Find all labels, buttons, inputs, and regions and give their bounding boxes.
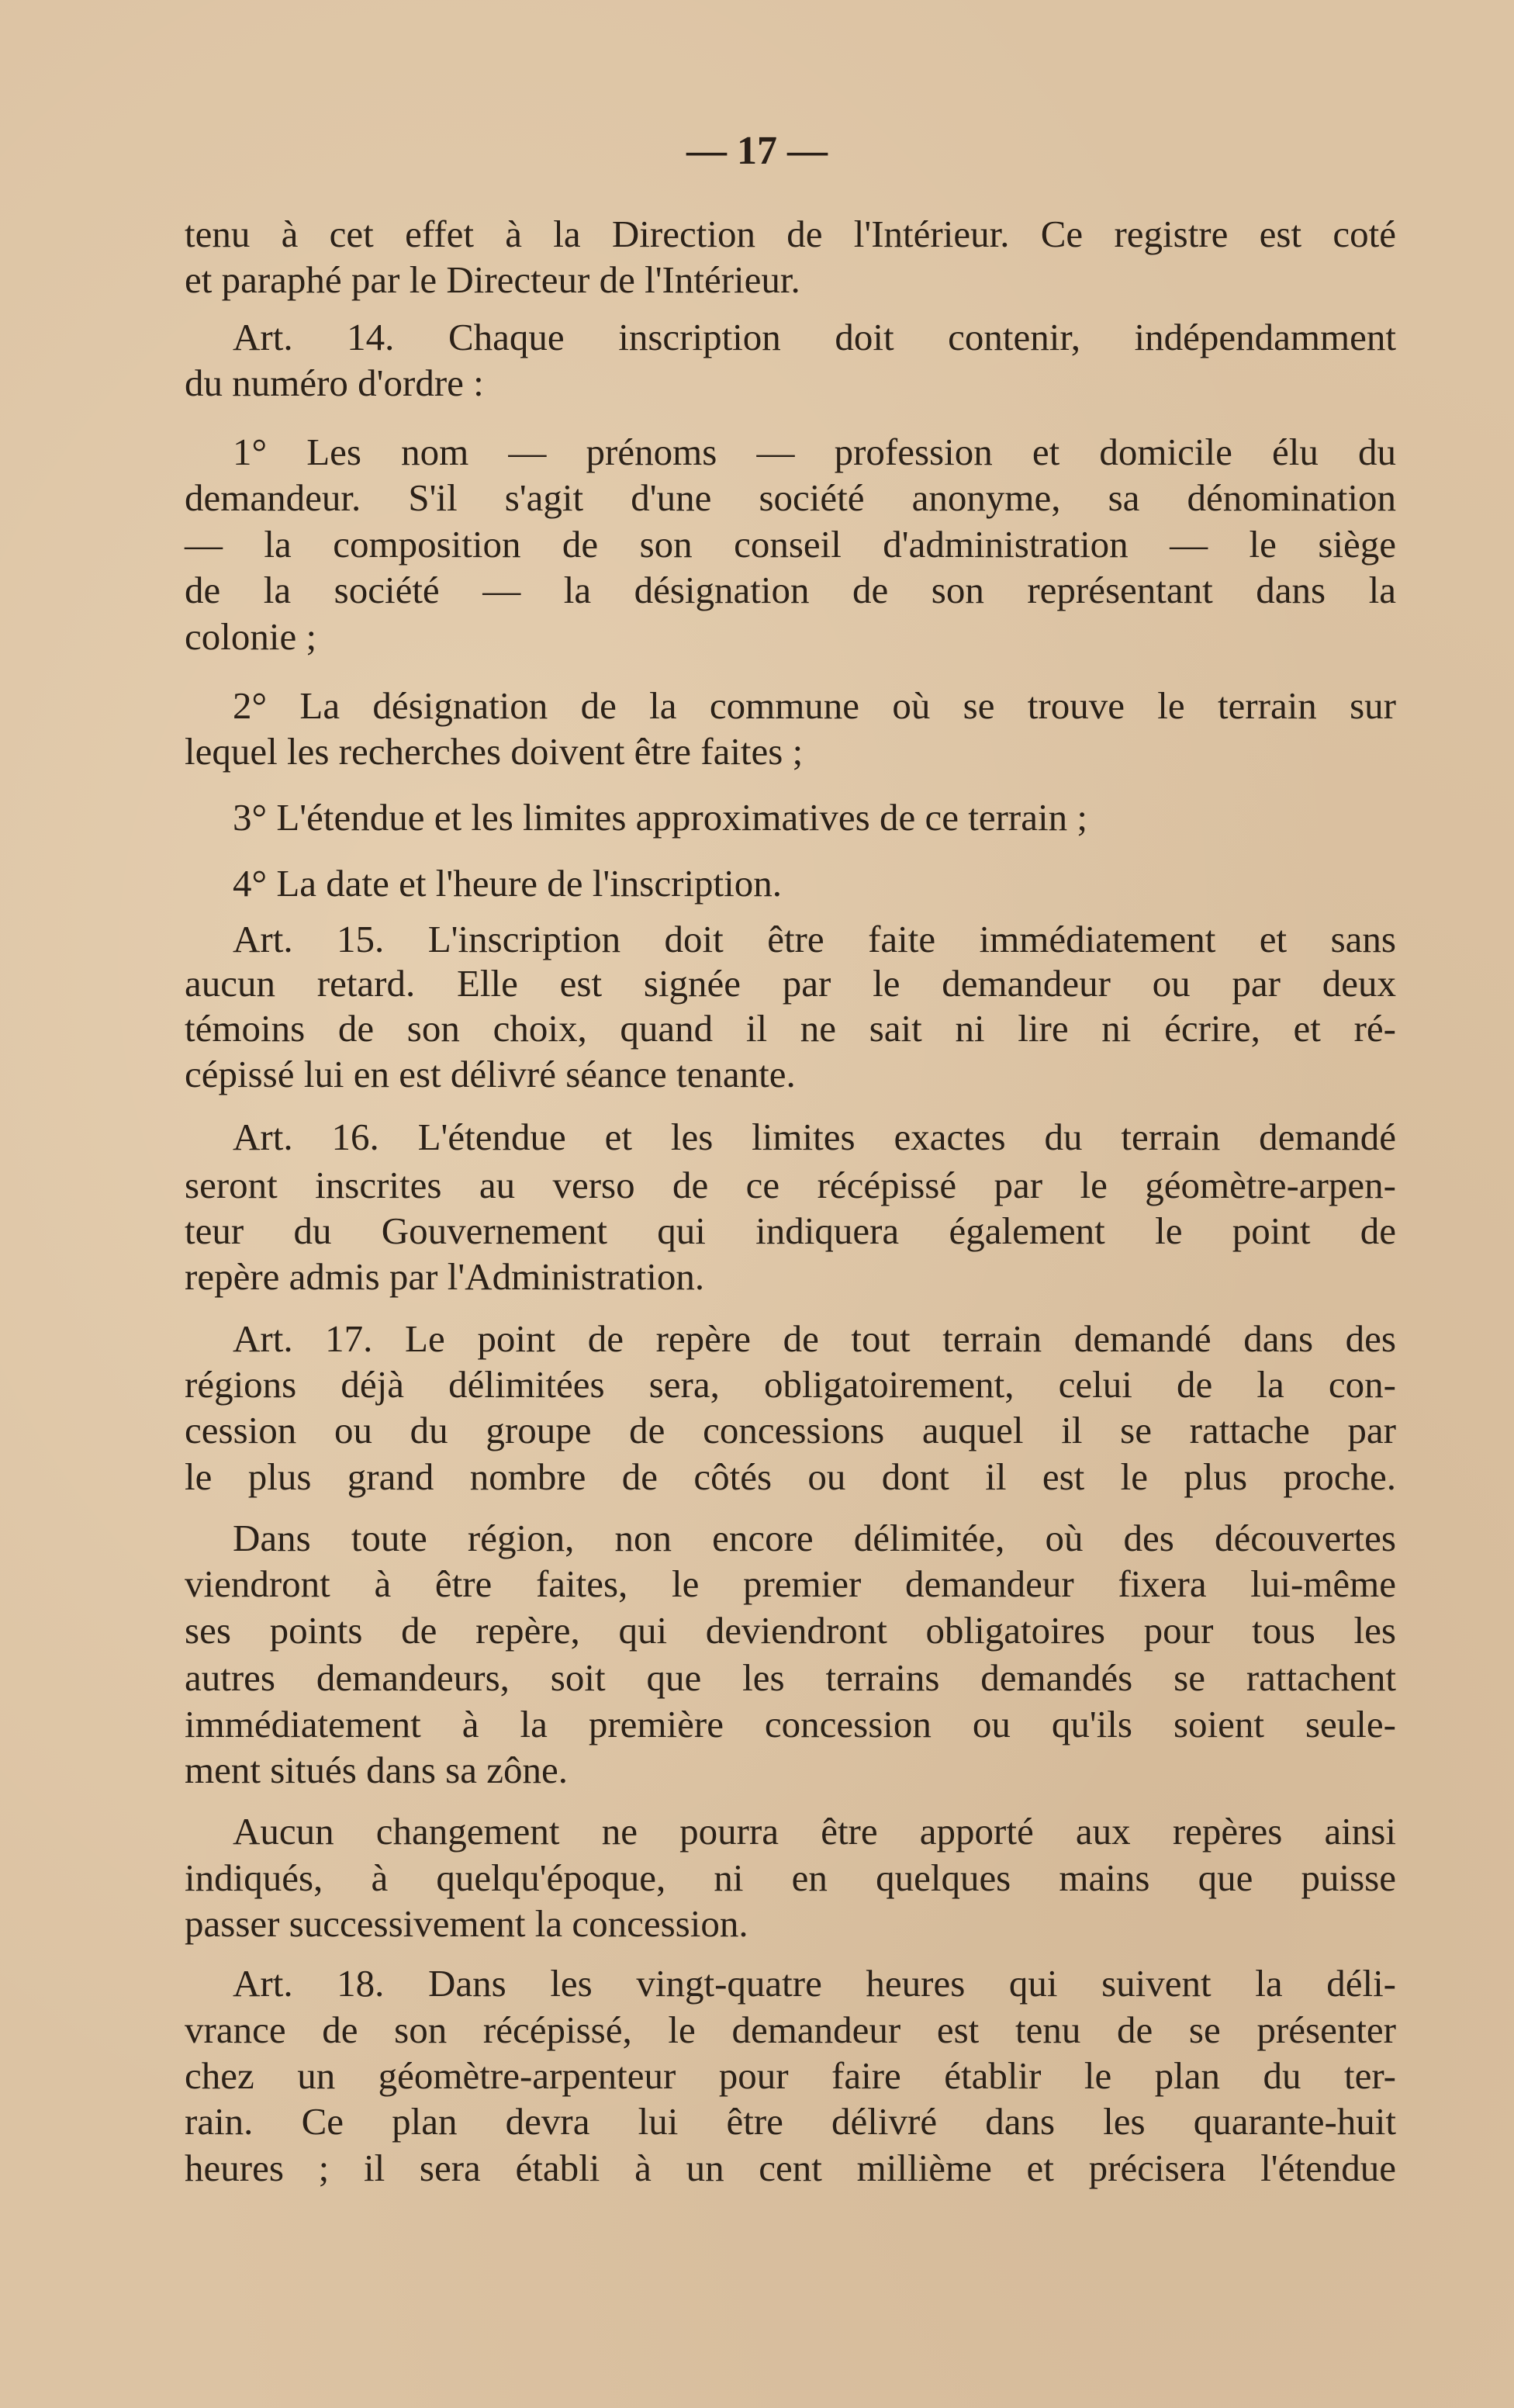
text-line: seront inscrites au verso de ce récépissé par le géomètre-arpen- xyxy=(185,1164,1396,1206)
text-line: et paraphé par le Directeur de l'Intérieur. xyxy=(185,258,800,301)
page-number: — 17 — xyxy=(686,129,828,173)
text-line: du numéro d'ordre : xyxy=(185,362,484,404)
text-line: témoins de son choix, quand il ne sait ni lire ni écrire, et ré- xyxy=(185,1007,1396,1050)
text-line: cépissé lui en est délivré séance tenante. xyxy=(185,1053,796,1095)
text-line: demandeur. S'il s'agit d'une société anonyme, sa dénomination xyxy=(185,476,1396,519)
text-line: ses points de repère, qui deviendront obligatoires pour tous les xyxy=(185,1609,1396,1652)
text-line: lequel les recherches doivent être faites ; xyxy=(185,730,804,773)
text-line: vrance de son récépissé, le demandeur est tenu de se présenter xyxy=(185,2008,1396,2051)
text-line: autres demandeurs, soit que les terrains demandés se rattachent xyxy=(185,1656,1396,1699)
text-line: Aucun changement ne pourra être apporté aux repères ainsi xyxy=(233,1810,1396,1853)
text-line: viendront à être faites, le premier demandeur fixera lui-même xyxy=(185,1562,1396,1605)
text-line: 1° Les nom — prénoms — profession et domicile élu du xyxy=(233,431,1396,473)
text-line: colonie ; xyxy=(185,615,317,658)
text-line: rain. Ce plan devra lui être délivré dans les quarante-huit xyxy=(185,2100,1396,2143)
text-line: Art. 15. L'inscription doit être faite immédiatement et sans xyxy=(233,918,1396,960)
text-line: teur du Gouvernement qui indiquera également le point de xyxy=(185,1209,1396,1252)
text-line: 2° La désignation de la commune où se trouve le terrain sur xyxy=(233,684,1396,727)
text-line: chez un géomètre-arpenteur pour faire établir le plan du ter- xyxy=(185,2054,1396,2097)
text-line: Art. 18. Dans les vingt-quatre heures qui suivent la déli- xyxy=(233,1962,1396,2005)
text-line: — la composition de son conseil d'administration — le siège xyxy=(185,523,1396,566)
text-line: tenu à cet effet à la Direction de l'Intérieur. Ce registre est coté xyxy=(185,213,1396,255)
text-line: passer successivement la concession. xyxy=(185,1902,748,1945)
text-line: immédiatement à la première concession ou qu'ils soient seule- xyxy=(185,1703,1396,1745)
text-line: Art. 17. Le point de repère de tout terrain demandé dans des xyxy=(233,1317,1396,1360)
text-line: indiqués, à quelqu'époque, ni en quelques mains que puisse xyxy=(185,1856,1396,1899)
text-line: ment situés dans sa zône. xyxy=(185,1749,568,1791)
text-line: de la société — la désignation de son représentant dans la xyxy=(185,569,1396,611)
text-line: 3° L'étendue et les limites approximatives de ce terrain ; xyxy=(233,796,1087,839)
text-line: heures ; il sera établi à un cent millième et précisera l'étendue xyxy=(185,2147,1396,2189)
text-line: le plus grand nombre de côtés ou dont il est le plus proche. xyxy=(185,1455,1396,1498)
text-line: Art. 14. Chaque inscription doit contenir, indépendamment xyxy=(233,316,1396,358)
text-line: cession ou du groupe de concessions auquel il se rattache par xyxy=(185,1409,1396,1451)
text-line: Art. 16. L'étendue et les limites exactes du terrain demandé xyxy=(233,1116,1396,1158)
text-line: aucun retard. Elle est signée par le demandeur ou par deux xyxy=(185,962,1396,1005)
text-line: régions déjà délimitées sera, obligatoirement, celui de la con- xyxy=(185,1363,1396,1406)
text-line: Dans toute région, non encore délimitée, où des découvertes xyxy=(233,1517,1396,1559)
text-line: 4° La date et l'heure de l'inscription. xyxy=(233,862,783,905)
text-line: repère admis par l'Administration. xyxy=(185,1255,705,1298)
